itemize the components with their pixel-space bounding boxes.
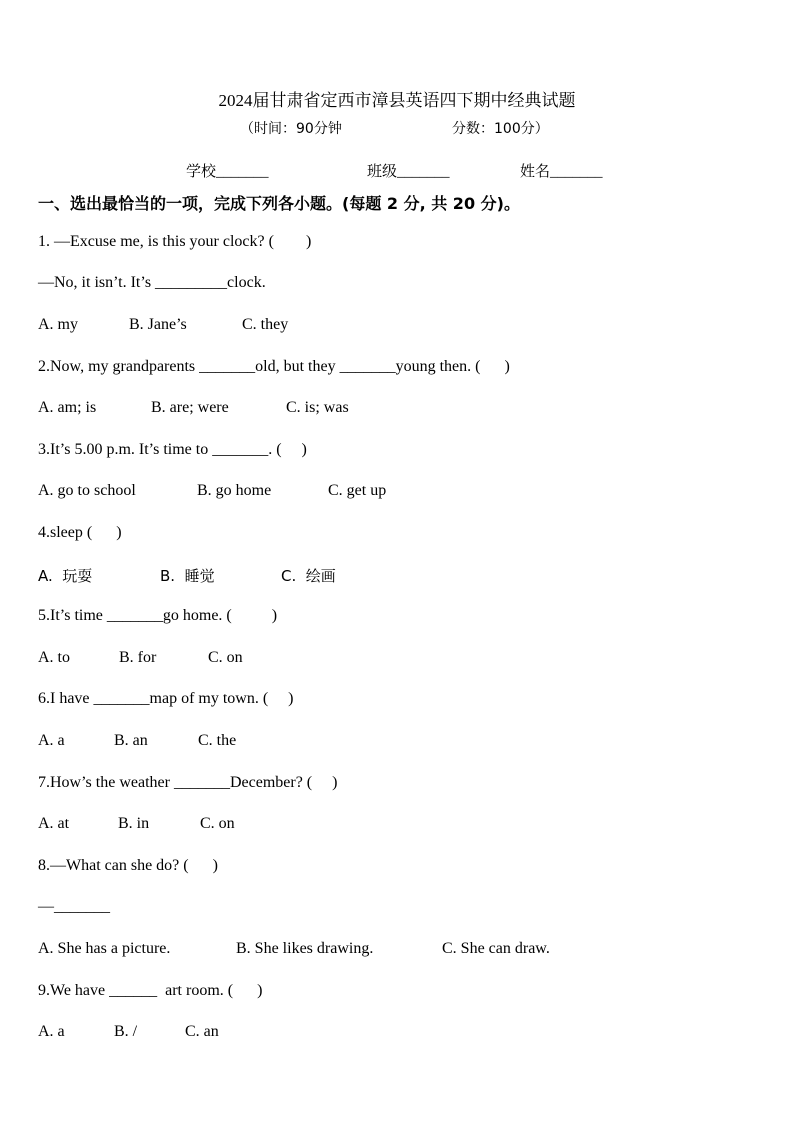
question-8-stem: 8.—What can she do? ( ) — [38, 857, 218, 874]
option-c: C. get up — [328, 482, 387, 499]
question-3-stem: 3.It’s 5.00 p.m. It’s time to _______. ( ) — [38, 441, 307, 458]
question-1-reply: —No, it isn’t. It’s _________clock. — [38, 274, 266, 291]
option-a: A. at — [38, 815, 70, 832]
time-limit: （时间：90分钟 — [240, 121, 342, 137]
question-7-stem: 7.How’s the weather _______December? ( ) — [38, 774, 338, 791]
total-score: 分数：100分） — [452, 121, 549, 137]
option-a: A. am; is — [38, 399, 97, 416]
option-a: A. go to school — [38, 482, 136, 499]
question-1-stem: 1. —Excuse me, is this your clock? ( ) — [38, 233, 312, 250]
school-field: 学校_______ — [186, 164, 269, 180]
option-c: C. is; was — [286, 399, 349, 416]
option-a: A. my — [38, 316, 78, 333]
name-field: 姓名_______ — [520, 164, 603, 180]
section-heading: 一、选出最恰当的一项，完成下列各小题。(每题 2 分, 共 20 分)。 — [38, 194, 520, 213]
question-9-stem: 9.We have ______ art room. ( ) — [38, 982, 263, 999]
option-b: B. She likes drawing. — [236, 940, 374, 957]
option-b: B. are; were — [151, 399, 229, 416]
option-a: A. 玩耍 — [38, 567, 93, 585]
option-a: A. to — [38, 649, 70, 666]
option-c: C. an — [185, 1023, 219, 1040]
exam-title: 2024届甘肃省定西市漳县英语四下期中经典试题 — [218, 91, 576, 110]
option-c: C. the — [198, 732, 237, 749]
question-5-stem: 5.It’s time _______go home. ( ) — [38, 607, 278, 624]
option-b: B. an — [114, 732, 148, 749]
option-b: B. go home — [197, 482, 272, 499]
option-c: C. on — [208, 649, 243, 666]
option-b: B. Jane’s — [129, 316, 187, 333]
option-b: B. in — [118, 815, 150, 832]
option-b: B. for — [119, 649, 157, 666]
question-6-stem: 6.I have _______map of my town. ( ) — [38, 690, 294, 707]
option-c: C. 绘画 — [281, 567, 336, 585]
question-8-reply: —_______ — [38, 898, 110, 915]
option-a: A. She has a picture. — [38, 940, 171, 957]
option-a: A. a — [38, 732, 65, 749]
option-c: C. they — [242, 316, 289, 333]
option-b: B. 睡觉 — [160, 567, 215, 585]
class-field: 班级_______ — [367, 164, 450, 180]
option-b: B. / — [114, 1023, 138, 1040]
question-4-stem: 4.sleep ( ) — [38, 524, 122, 541]
option-a: A. a — [38, 1023, 65, 1040]
option-c: C. on — [200, 815, 235, 832]
option-c: C. She can draw. — [442, 940, 550, 957]
question-2-stem: 2.Now, my grandparents _______old, but they _______young then. ( ) — [38, 358, 510, 375]
